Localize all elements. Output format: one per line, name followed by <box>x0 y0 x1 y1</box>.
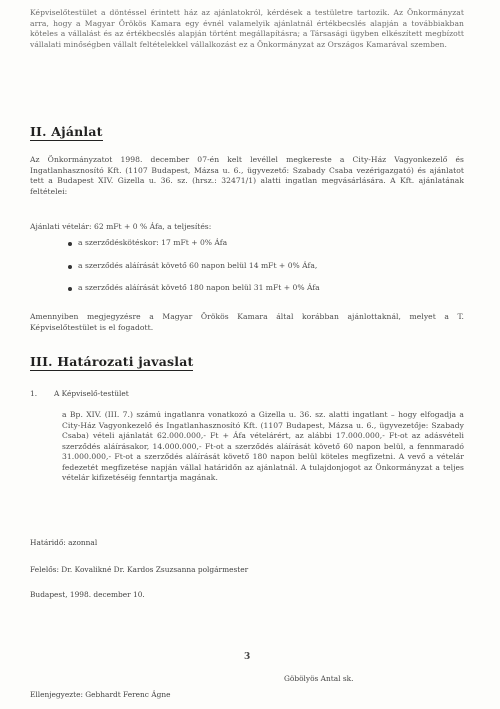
bullet-item: a szerződés aláírását követő 180 napon belül 31 mFt + 0% Áfa <box>78 283 320 292</box>
section-heading-resolution <box>30 354 193 369</box>
responsible: Felelős: Dr. Kovalikné Dr. Kardos Zsuzsanna polgármester <box>30 565 249 574</box>
section-heading-offer-text: II. Ajánlat <box>30 124 103 139</box>
section-heading-offer <box>30 124 103 139</box>
offer-closing: Amennyiben megjegyzésre a Magyar Örökös Kamara által korábban ajánlottaknál, melyet a T. Képviselőtestület is el fogadott. <box>30 312 464 332</box>
page-number: 3 <box>244 652 251 662</box>
signature-right: Göbölyös Antal sk. <box>284 674 354 683</box>
deadline: Határidő: azonnal <box>30 538 98 547</box>
bullet-dot <box>68 265 72 269</box>
intro-paragraph: Képviselőtestület a döntéssel érintett ház az ajánlatokról, kérdések a testületre tartozik. Az Önkormányzat arra, hogy a Magyar Örökös Kamara egy évnél valamelyik ajánlatnál értékbecslés alapján a továbbiakban köteles a vállalást és az értékbecslés alapján történt megállapításra; a Társasági ügyben elkészített megbízott vállalati minőségben vállalt feltételekkel vállalkozást ez a Önkormányzat az Országos Kamarával szemben. <box>30 8 464 49</box>
resolution-text: a Bp. XIV. (III. 7.) számú ingatlanra vonatkozó a Gizella u. 36. sz. alatti ingatlant – hogy elfogadja a City-Ház Vagyonkezelő és Ingatlanhasznosító Kft. (1107 Budapest, Mázsa u. 6., ügyvezetője: Szabady Csaba) vételi ajánlatát 62.000.000,- Ft + Áfa vételárért, az alábbi 17.000.000,- Ft-ot az adásvételi szerződés aláírásakor, 14.000.000,- Ft-ot a szerződés aláírását követő 60 napon belül, a fennmaradó 31.000.000,- Ft-ot a szerződés aláírását követő 180 napon belül köteles megfizetni. A vevő a vételár fedezetét megfizetése napján vállal határidőn az ajánlatnál. A tulajdonjogot az Önkormányzat a teljes vételár kifizetéséig fenntartja magának. <box>62 410 464 482</box>
item-label: A Képviselő-testület <box>54 389 129 398</box>
bullet-dot <box>68 242 72 246</box>
section-heading-resolution-text: III. Határozati javaslat <box>30 354 194 369</box>
price-line: Ajánlati vételár: 62 mFt + 0 % Áfa, a teljesítés: <box>30 222 212 231</box>
date-line: Budapest, 1998. december 10. <box>30 590 145 599</box>
bullet-dot <box>68 287 72 291</box>
footer-left: Ellenjegyezte: Gebhardt Ferenc Ágne <box>30 690 171 699</box>
bullet-item: a szerződéskötéskor: 17 mFt + 0% Áfa <box>78 238 228 247</box>
offer-paragraph: Az Önkormányzatot 1998. december 07-én kelt levéllel megkereste a City-Ház Vagyonkezelő és Ingatlanhasznosító Kft. (1107 Budapest, Mázsa u. 6., ügyvezető: Szabady Csaba vezérigazgató) és ajánlatot tett a Budapest XIV. Gizella u. 36. sz. (hrsz.: 32471/1) alatti ingatlan megvásárlására. A Kft. ajánlatának feltételei: <box>30 155 464 196</box>
item-number: 1. <box>30 389 38 398</box>
bullet-item: a szerződés aláírását követő 60 napon belül 14 mFt + 0% Áfa, <box>78 261 318 270</box>
